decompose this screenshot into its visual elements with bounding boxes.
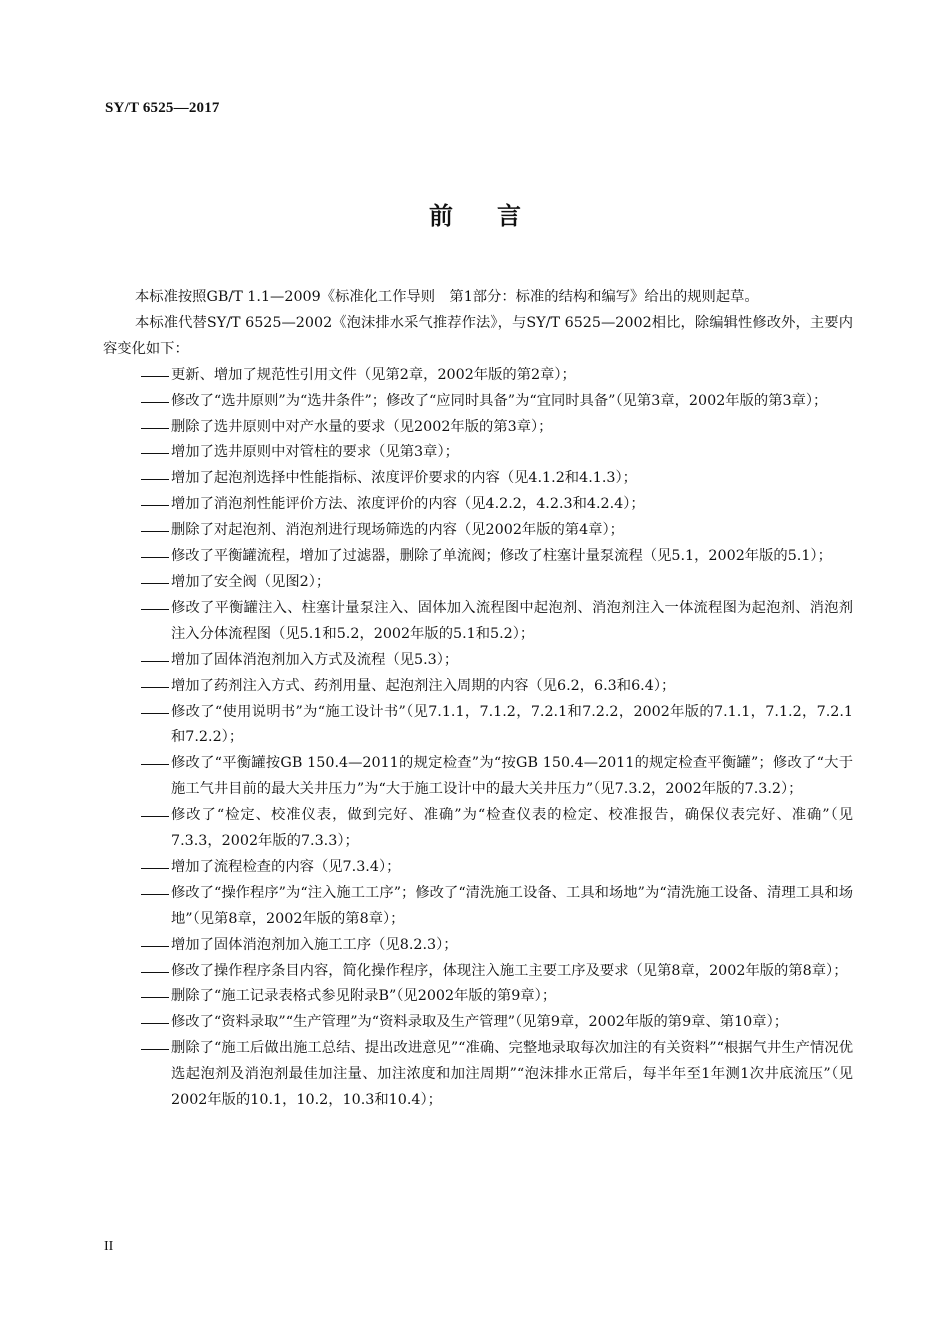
change-item	[103, 648, 853, 674]
change-item	[103, 751, 853, 803]
change-text: 增加了选井原则中对管柱的要求（见第3章）；	[171, 444, 459, 461]
change-item	[103, 518, 853, 544]
change-text: 增加了固体消泡剂加入施工工序（见8.2.3）；	[171, 936, 458, 953]
change-item	[103, 674, 853, 700]
change-text: 删除了“施工后做出施工总结、提出改进意见”“准确、完整地录取每次加注的有关资料”“根据气井生产情况优选起泡剂及消泡剂最佳加注量、加注浓度和加注周期”“泡沫排水正常后，每半年至1年测1次井底流压”（见2002年版的10.1，10.2，10.3和10.4）；	[171, 1040, 853, 1109]
change-text: 增加了固体消泡剂加入方式及流程（见5.3）；	[171, 651, 459, 668]
change-list	[103, 363, 853, 1114]
change-item	[103, 492, 853, 518]
change-item	[103, 363, 853, 389]
change-text: 修改了“检定、校准仪表，做到完好、准确”为“检查仪表的检定、校准报告，确保仪表完好、准确”（见7.3.3，2002年版的7.3.3）；	[171, 807, 853, 850]
intro-paragraph: 本标准代替SY/T 6525—2002《泡沫排水采气推荐作法》，与SY/T 6525—2002相比，除编辑性修改外，主要内容变化如下：	[103, 314, 853, 357]
standard-code: SY/T 6525—2017	[105, 100, 220, 116]
change-item	[103, 596, 853, 648]
change-item	[103, 855, 853, 881]
document-body	[103, 285, 853, 1114]
change-item	[103, 984, 853, 1010]
change-text: 增加了药剂注入方式、药剂用量、起泡剂注入周期的内容（见6.2，6.3和6.4）；	[171, 677, 676, 694]
change-text: 增加了流程检查的内容（见7.3.4）；	[171, 858, 401, 875]
change-item	[103, 881, 853, 933]
change-item	[103, 803, 853, 855]
page-title: 前言	[429, 202, 565, 230]
change-text: 修改了平衡罐注入、柱塞计量泵注入、固体加入流程图中起泡剂、消泡剂注入一体流程图为起泡剂、消泡剂注入分体流程图（见5.1和5.2，2002年版的5.1和5.2）；	[171, 599, 853, 642]
change-item	[103, 570, 853, 596]
change-text: 增加了起泡剂选择中性能指标、浓度评价要求的内容（见4.1.2和4.1.3）；	[171, 470, 637, 487]
change-item	[103, 466, 853, 492]
change-text: 删除了对起泡剂、消泡剂进行现场筛选的内容（见2002年版的第4章）；	[171, 522, 624, 539]
change-item	[103, 959, 853, 985]
change-text: 删除了“施工记录表格式参见附录B”（见2002年版的第9章）；	[171, 988, 557, 1005]
change-item	[103, 1010, 853, 1036]
change-text: 修改了“资料录取”“生产管理”为“资料录取及生产管理”（见第9章，2002年版的第9章、第10章）；	[171, 1014, 789, 1031]
change-text: 更新、增加了规范性引用文件（见第2章，2002年版的第2章）；	[171, 366, 576, 383]
page-number: II	[104, 1239, 114, 1254]
change-text: 增加了消泡剂性能评价方法、浓度评价的内容（见4.2.2，4.2.3和4.2.4）；	[171, 496, 645, 513]
intro-paragraph: 本标准按照GB/T 1.1—2009《标准化工作导则 第1部分：标准的结构和编写》给出的规则起草。	[135, 289, 759, 305]
change-item	[103, 440, 853, 466]
change-text: 修改了“平衡罐按GB 150.4—2011的规定检查”为“按GB 150.4—2011的规定检查平衡罐”；修改了“大于施工气井目前的最大关井压力”为“大于施工设计中的最大关井压力”（见7.3.2，2002年版的7.3.2）；	[171, 755, 853, 798]
change-text: 修改了“操作程序”为“注入施工工序”；修改了“清洗施工设备、工具和场地”为“清洗施工设备、清理工具和场地”（见第8章，2002年版的第8章）；	[171, 884, 853, 927]
change-text: 删除了选井原则中对产水量的要求（见2002年版的第3章）；	[171, 418, 553, 435]
change-item	[103, 389, 853, 415]
change-item	[103, 933, 853, 959]
change-text: 修改了平衡罐流程，增加了过滤器，删除了单流阀；修改了柱塞计量泵流程（见5.1，2002年版的5.1）；	[171, 548, 832, 565]
change-item	[103, 700, 853, 752]
change-text: 增加了安全阀（见图2）；	[171, 573, 331, 590]
change-text: 修改了“使用说明书”为“施工设计书”（见7.1.1，7.1.2，7.2.1和7.2.2，2002年版的7.1.1，7.1.2，7.2.1和7.2.2）；	[171, 703, 853, 746]
change-item	[103, 1036, 853, 1114]
change-text: 修改了“选井原则”为“选井条件”；修改了“应同时具备”为“宜同时具备”（见第3章，2002年版的第3章）；	[171, 392, 828, 409]
change-item	[103, 415, 853, 441]
change-item	[103, 544, 853, 570]
change-text: 修改了操作程序条目内容，简化操作程序，体现注入施工主要工序及要求（见第8章，2002年版的第8章）；	[171, 962, 848, 979]
